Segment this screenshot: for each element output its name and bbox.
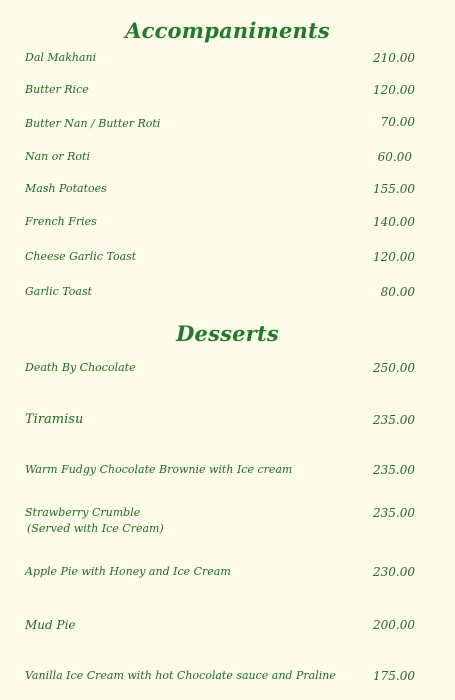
item-price: 230.00: [373, 565, 415, 579]
item-price: 155.00: [373, 182, 415, 196]
item-name: Apple Pie with Honey and Ice Cream: [25, 565, 231, 578]
item-price: 210.00: [373, 51, 415, 65]
item-name: Cheese Garlic Toast: [25, 250, 137, 263]
item-name-note: (Served with Ice Cream): [27, 522, 164, 535]
item-name: Mud Pie: [25, 618, 76, 632]
item-price: 120.00: [373, 250, 415, 264]
item-name-main: Strawberry Crumble: [25, 506, 141, 519]
item-name: Vanilla Ice Cream with hot Chocolate sauce and Praline: [25, 669, 336, 682]
item-price: 200.00: [373, 618, 415, 632]
item-price: 80.00: [380, 285, 415, 299]
item-name: Dal Makhani: [25, 51, 97, 64]
item-name: Warm Fudgy Chocolate Brownie with Ice cream: [25, 463, 293, 476]
item-name: [25, 505, 164, 537]
section-title-accompaniments: Accompaniments: [125, 18, 330, 43]
section-title-desserts: Desserts: [176, 321, 279, 346]
item-price: 120.00: [373, 83, 415, 97]
item-price: 235.00: [373, 463, 415, 477]
item-name: Butter Nan / Butter Roti: [25, 117, 161, 130]
item-name: French Fries: [25, 215, 97, 228]
item-price: 175.00: [373, 669, 415, 683]
item-name: Butter Rice: [25, 83, 89, 96]
item-name: Tiramisu: [25, 412, 84, 427]
item-price: 235.00: [373, 506, 415, 520]
item-price: 250.00: [373, 361, 415, 375]
item-name: Garlic Toast: [25, 285, 93, 298]
item-price: 60.00: [377, 150, 412, 164]
item-name: Death By Chocolate: [25, 361, 136, 374]
item-price: 70.00: [380, 115, 415, 129]
item-name: Nan or Roti: [25, 150, 90, 163]
item-price: 235.00: [373, 413, 415, 427]
item-price: 140.00: [373, 215, 415, 229]
item-name: Mash Potatoes: [25, 182, 107, 195]
